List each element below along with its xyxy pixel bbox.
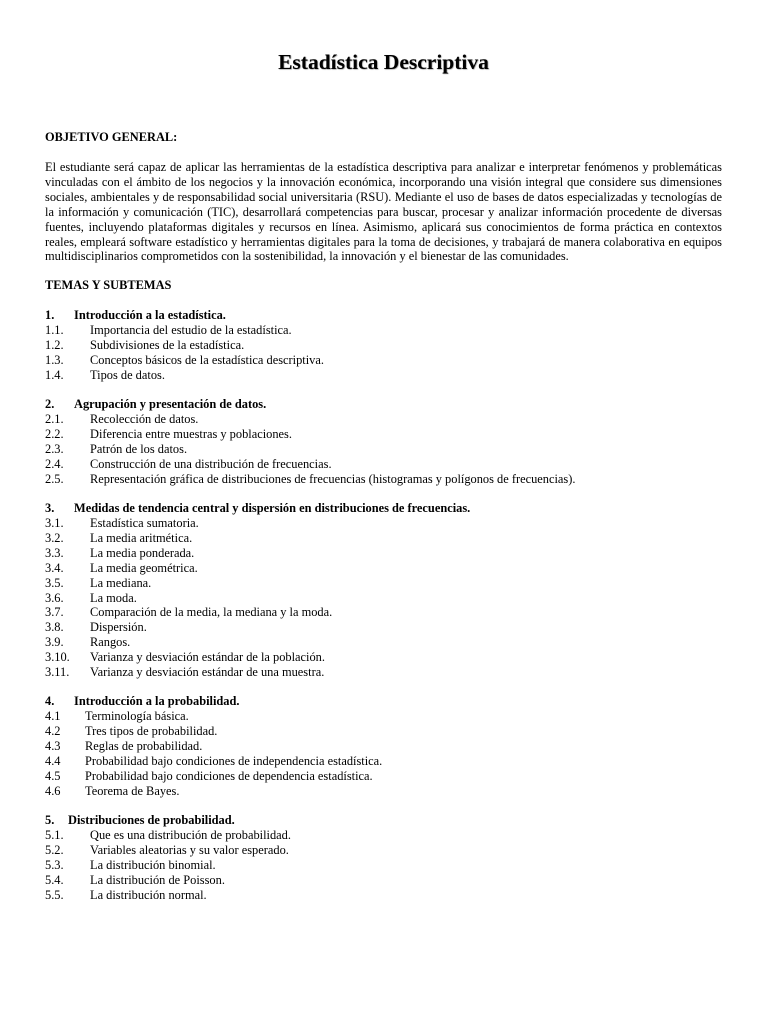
- subtopic-text: La distribución normal.: [90, 888, 207, 903]
- subtopic-number: 2.4.: [45, 456, 64, 471]
- subtopic-number: 2.5.: [45, 471, 64, 486]
- subtopic-text: Representación gráfica de distribuciones de frecuencias (histogramas y polígonos de frecuencias).: [90, 471, 576, 486]
- subtopic-number: 4.1: [45, 709, 61, 724]
- subtopic-text: Que es una distribución de probabilidad.: [90, 828, 291, 843]
- subtopic-text: La mediana.: [90, 575, 152, 590]
- section-title: [45, 694, 722, 709]
- section-title: [45, 501, 722, 516]
- subtopic-item: [45, 635, 722, 650]
- section-title-text: Introducción a la estadística.: [74, 307, 226, 322]
- subtopic-text: Diferencia entre muestras y poblaciones.: [90, 426, 292, 441]
- subtopic-number: 1.4.: [45, 367, 64, 382]
- subtopic-item: [45, 873, 722, 888]
- objective-paragraph: El estudiante será capaz de aplicar las herramientas de la estadística descriptiva para analizar e interpretar fenómenos y problemáticas vinculadas con el ámbito de los negocios y la innovación económica, incorporando una visión integral que considere sus dimensiones sociales, ambientales y de responsabilidad social universitaria (RSU). Mediante el uso de bases de datos especializadas y tecnologías de la información y comunicación (TIC), desarrollará competencias para buscar, procesar y analizar información procedente de diversas fuentes, incluyendo plataformas digitales y recursos en línea. Asimismo, aplicará sus conocimientos de forma práctica en contextos reales, empleará software estadístico y herramientas digitales para la toma de decisiones, y trabajará de manera colaborativa en equipos multidisciplinarios comprometidos con la sostenibilidad, la innovación y el bienestar de las comunidades.: [45, 160, 722, 264]
- subtopic-item: [45, 546, 722, 561]
- subtopic-number: 4.3: [45, 739, 61, 754]
- subtopic-text: La media ponderada.: [90, 545, 195, 560]
- subtopic-number: 5.3.: [45, 858, 64, 873]
- subtopic-number: 3.11.: [45, 665, 70, 680]
- subtopic-item: [45, 412, 722, 427]
- subtopic-item: [45, 457, 722, 472]
- section-title-text: Medidas de tendencia central y dispersión en distribuciones de frecuencias.: [74, 501, 471, 515]
- subtopic-number: 3.5.: [45, 575, 64, 590]
- subtopic-item: [45, 739, 722, 754]
- subtopic-number: 3.1.: [45, 516, 64, 530]
- subtopic-item: [45, 427, 722, 442]
- subtopic-number: 5.4.: [45, 873, 64, 888]
- subtopic-text: Conceptos básicos de la estadística descriptiva.: [90, 352, 324, 367]
- subtopic-item: [45, 323, 722, 338]
- subtopic-item: [45, 620, 722, 635]
- subtopic-number: 4.4: [45, 754, 61, 769]
- subtopic-number: 3.10.: [45, 650, 70, 665]
- section-number: 4.: [45, 694, 55, 709]
- subtopic-number: 3.6.: [45, 590, 64, 605]
- subtopic-number: 4.5: [45, 769, 61, 784]
- subtopic-number: 3.8.: [45, 620, 64, 635]
- subtopic-number: 2.2.: [45, 426, 64, 441]
- section-number: 3.: [45, 501, 55, 515]
- subtopic-text: La media aritmética.: [90, 530, 193, 545]
- subtopic-number: 3.2.: [45, 530, 64, 545]
- subtopic-item: [45, 605, 722, 620]
- section-number: 1.: [45, 307, 55, 322]
- subtopic-number: 2.3.: [45, 441, 64, 456]
- subtopic-item: [45, 843, 722, 858]
- subtopic-text: Variables aleatorias y su valor esperado.: [90, 843, 289, 858]
- section-title: [45, 397, 722, 412]
- subtopic-text: Subdivisiones de la estadística.: [90, 337, 245, 352]
- section-number: 2.: [45, 396, 55, 411]
- subtopic-text: Tipos de datos.: [90, 367, 165, 382]
- section-title-text: Introducción a la probabilidad.: [74, 694, 240, 709]
- subtopic-item: [45, 338, 722, 353]
- subtopic-text: Construcción de una distribución de frecuencias.: [90, 456, 332, 471]
- subtopic-item: [45, 591, 722, 606]
- section-title-text: Distribuciones de probabilidad.: [68, 813, 235, 828]
- subtopic-item: [45, 561, 722, 576]
- subtopic-item: [45, 709, 722, 724]
- subtopic-text: Probabilidad bajo condiciones de dependencia estadística.: [85, 769, 373, 784]
- subtopic-text: Teorema de Bayes.: [85, 784, 180, 798]
- subtopic-text: Dispersión.: [90, 620, 147, 635]
- subtopic-text: Varianza y desviación estándar de la población.: [90, 650, 325, 665]
- subtopic-text: Probabilidad bajo condiciones de independencia estadística.: [85, 754, 383, 769]
- subtopic-text: La media geométrica.: [90, 560, 198, 575]
- subtopic-number: 5.1.: [45, 828, 64, 843]
- subtopic-item: [45, 353, 722, 368]
- subtopic-item: [45, 784, 722, 799]
- subtopic-item: [45, 888, 722, 903]
- subtopic-number: 3.3.: [45, 545, 64, 560]
- subtopic-item: [45, 576, 722, 591]
- subtopic-text: La distribución binomial.: [90, 858, 216, 873]
- subtopic-item: [45, 531, 722, 546]
- subtopic-text: Terminología básica.: [85, 709, 189, 724]
- subtopic-item: [45, 724, 722, 739]
- subtopic-number: 5.5.: [45, 888, 64, 903]
- subtopic-number: 1.3.: [45, 352, 64, 367]
- topic-section-1: [45, 308, 722, 383]
- subtopic-item: [45, 368, 722, 383]
- section-number: 5.: [45, 813, 55, 828]
- subtopic-text: La moda.: [90, 590, 137, 605]
- section-title-text: Agrupación y presentación de datos.: [74, 396, 267, 411]
- subtopic-number: 1.1.: [45, 322, 64, 337]
- subtopic-text: Recolección de datos.: [90, 411, 199, 426]
- subtopic-text: Importancia del estudio de la estadística.: [90, 322, 292, 337]
- subtopic-number: 3.7.: [45, 605, 64, 620]
- subtopic-number: 3.4.: [45, 560, 64, 575]
- section-title: [45, 308, 722, 323]
- subtopic-number: 1.2.: [45, 337, 64, 352]
- topic-section-5: [45, 813, 722, 903]
- subtopic-item: [45, 442, 722, 457]
- subtopic-number: 5.2.: [45, 843, 64, 858]
- subtopic-text: La distribución de Poisson.: [90, 873, 225, 888]
- subtopic-item: [45, 769, 722, 784]
- subtopic-item: [45, 516, 722, 531]
- subtopic-item: [45, 472, 722, 487]
- topic-section-4: [45, 694, 722, 798]
- topics-list: [45, 308, 722, 903]
- subtopic-text: Reglas de probabilidad.: [85, 739, 203, 754]
- subtopic-text: Rangos.: [90, 635, 131, 650]
- subtopic-number: 3.9.: [45, 635, 64, 650]
- subtopic-text: Varianza y desviación estándar de una muestra.: [90, 665, 325, 680]
- subtopic-text: Patrón de los datos.: [90, 441, 188, 456]
- section-title: [45, 813, 722, 828]
- topic-section-2: [45, 397, 722, 487]
- topics-heading: TEMAS Y SUBTEMAS: [45, 278, 172, 293]
- document-title: Estadística Descriptiva: [278, 50, 489, 74]
- topic-section-3: [45, 501, 722, 680]
- subtopic-item: [45, 650, 722, 665]
- subtopic-number: 4.6: [45, 784, 61, 798]
- subtopic-number: 4.2: [45, 724, 61, 739]
- objective-heading: OBJETIVO GENERAL:: [45, 130, 178, 144]
- subtopic-item: [45, 665, 722, 680]
- subtopic-number: 2.1.: [45, 411, 64, 426]
- subtopic-item: [45, 754, 722, 769]
- subtopic-text: Tres tipos de probabilidad.: [85, 724, 218, 739]
- subtopic-text: Comparación de la media, la mediana y la moda.: [90, 605, 333, 620]
- subtopic-item: [45, 858, 722, 873]
- subtopic-item: [45, 828, 722, 843]
- subtopic-text: Estadística sumatoria.: [90, 516, 199, 530]
